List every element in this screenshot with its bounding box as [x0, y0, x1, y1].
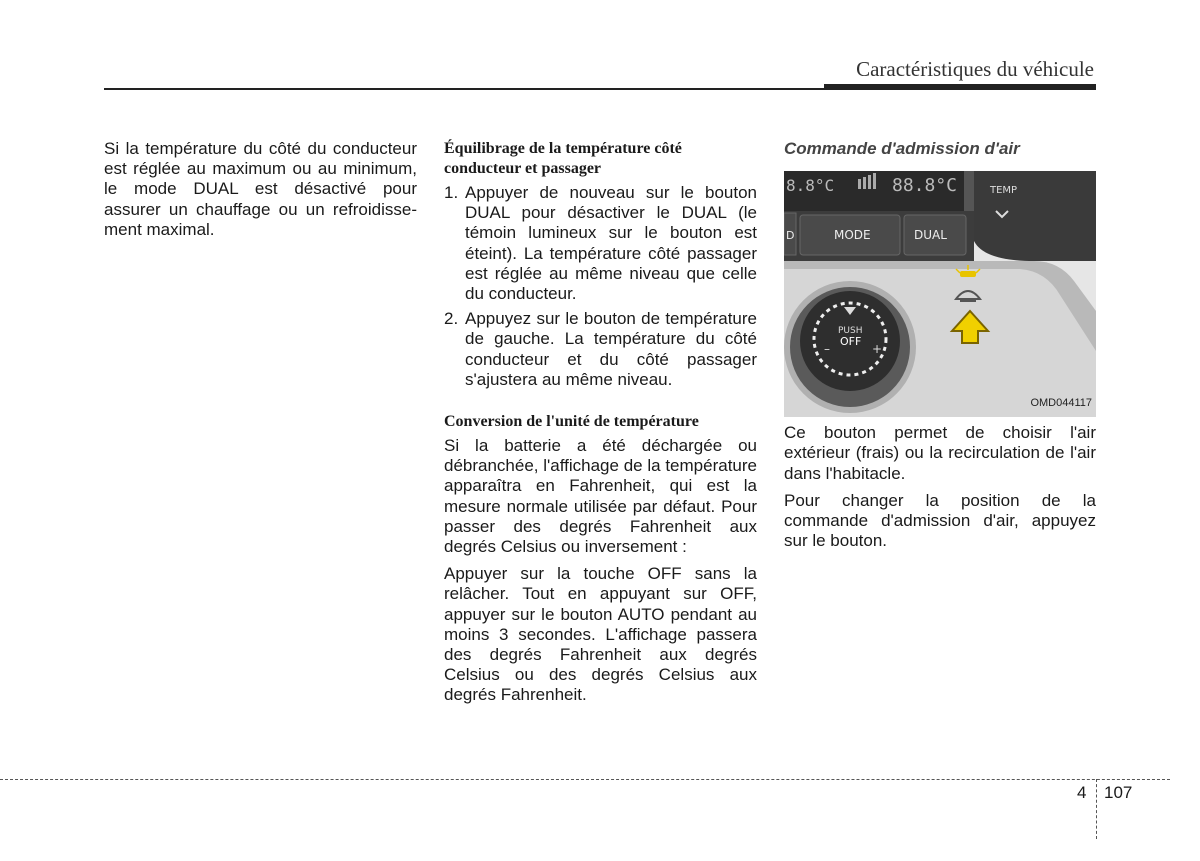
dual-button-label: DUAL [914, 228, 947, 243]
air-intake-paragraph: Ce bouton permet de choisir l'air extérieur (frais) ou la recirculation de l'air dans l'habitacle. [784, 423, 1096, 483]
unit-conversion-paragraph: Si la batterie a été déchargée ou débranchée, l'affichage de la température apparaîtra en Fahrenheit, qui est la mesure normale utilisée par défaut. Pour passer des degrés Fahrenheit aux degrés Celsius ou inversement : [444, 436, 757, 557]
dual-mode-paragraph: Si la température du côté du conducteur est réglée au maximum ou au minimum, le mode DUAL est désactivé pour assurer un chauffage ou un refroidisse-ment maximal. [104, 139, 417, 239]
column-left [104, 139, 417, 240]
knob-off-label: OFF [840, 335, 862, 349]
figure-code: OMD044117 [1030, 397, 1092, 409]
mode-button-label: MODE [834, 228, 871, 243]
climate-panel-figure [784, 171, 1096, 417]
display-right-text: 88.8°C [892, 175, 958, 197]
step-number: 2. [444, 309, 459, 329]
list-item [444, 309, 757, 390]
footer-dashed-vertical-rule [1096, 779, 1097, 839]
header-title: Caractéristiques du véhicule [856, 57, 1094, 81]
balance-steps [444, 183, 757, 390]
temp-label: TEMP [990, 185, 1018, 197]
knob-plus-label: + [872, 342, 883, 357]
step-text: Appuyer de nouveau sur le bouton DUAL pour désactiver le DUAL (le témoin lumineux sur le bouton est éteint). La température côté passager est réglée au même niveau que celle du conducteur. [465, 183, 757, 304]
section-heading-unit-conversion: Conversion de l'unité de température [444, 413, 699, 431]
display-left-text: 8.8°C [786, 176, 835, 196]
indicator-light-icon [960, 271, 976, 277]
section-heading-air-intake: Commande d'admission d'air [784, 139, 1020, 158]
climate-panel-illustration [784, 171, 1096, 417]
button-left-label: D [786, 229, 795, 243]
column-right [784, 139, 1096, 551]
knob-push-label: PUSH [838, 326, 863, 337]
footer-dashed-rule [0, 779, 1170, 780]
page-number: 107 [1104, 783, 1133, 802]
unit-conversion-procedure: Appuyer sur la touche OFF sans la relâcher. Tout en appuyant sur OFF, appuyer sur le bouton AUTO pendant au moins 3 secondes. L'affichage passera des degrés Fahrenheit aux degrés Celsius ou des degrés Celsius aux degrés Fahrenheit. [444, 564, 757, 705]
column-middle [444, 139, 757, 706]
list-item [444, 183, 757, 304]
section-heading-balance: Équilibrage de la température côté conducteur et passager [444, 140, 682, 177]
step-number: 1. [444, 183, 459, 202]
chapter-number: 4 [1077, 783, 1087, 802]
header-rule [104, 88, 1096, 90]
knob-minus-label: – [824, 342, 830, 357]
air-intake-instruction: Pour changer la position de la commande d'admission d'air, appuyez sur le bouton. [784, 490, 1096, 551]
step-text: Appuyez sur le bouton de température de gauche. La température du côté conducteur et du côté passager s'ajustera au même niveau. [465, 309, 757, 389]
